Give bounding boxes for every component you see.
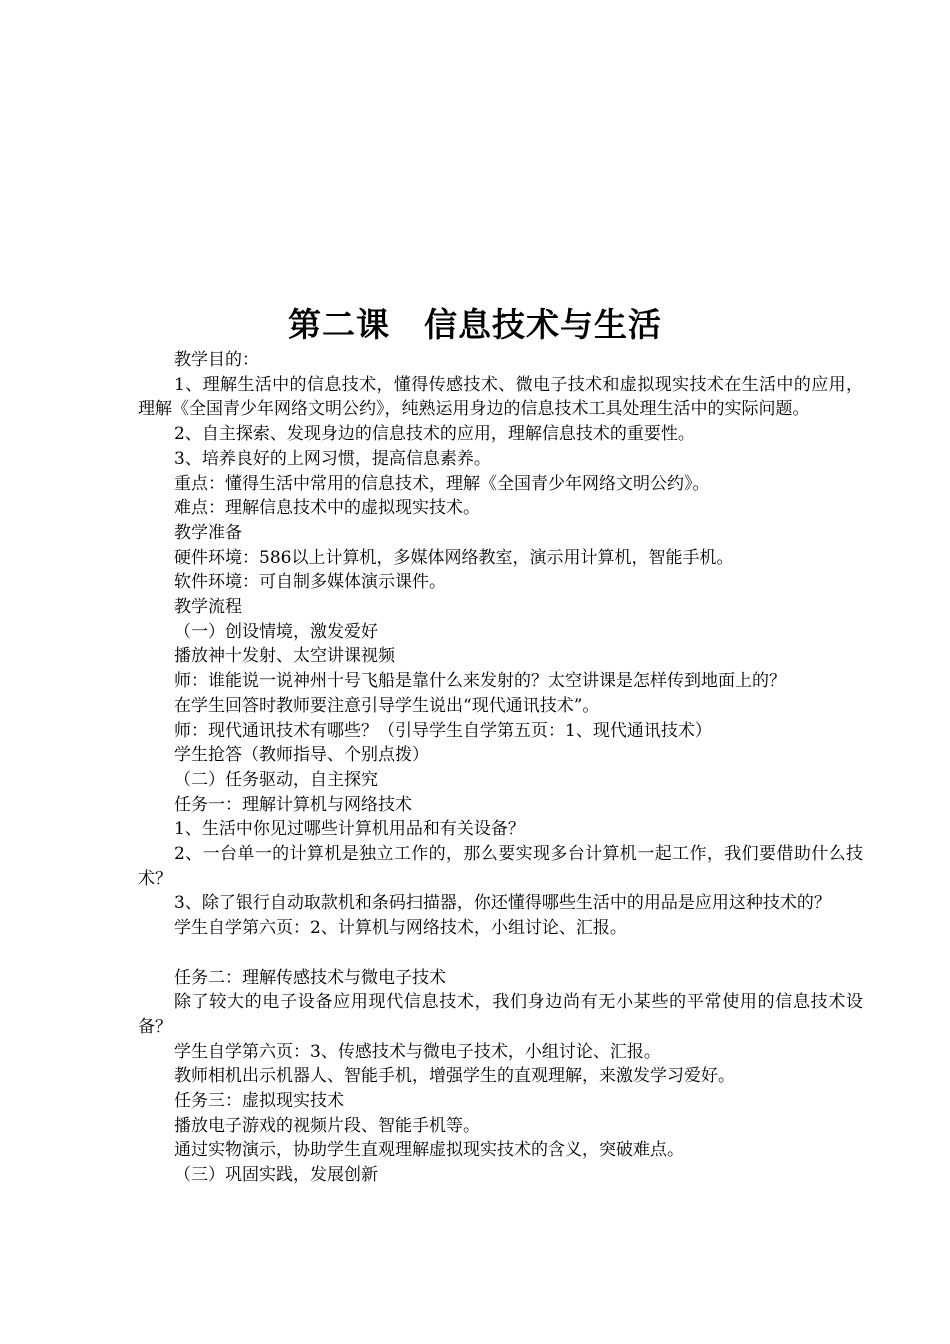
lesson-body [138,348,863,1188]
paragraph-task-1-q1: 1、生活中你见过哪些计算机用品和有关设备？ [174,819,525,840]
paragraph-section-3: （三）巩固实践，发展创新 [174,1165,378,1186]
paragraph-task-3-demo: 通过实物演示，协助学生直观理解虚拟现实技术的含义，突破难点。 [174,1140,684,1161]
paragraph-task-1-q2: 2、一台单一的计算机是独立工作的，那么要实现多台计算机一起工作，我们要借助什么技术？ [138,844,863,889]
paragraph-task-1: 任务一：理解计算机与网络技术 [174,794,412,815]
paragraph-task-2-study: 学生自学第六页：3、传感技术与微电子技术，小组讨论、汇报。 [174,1041,661,1062]
paragraph-teacher-question-1: 师：谁能说一说神州十号飞船是靠什么来发射的？太空讲课是怎样传到地面上的？ [174,671,786,692]
paragraph-task-3: 任务三：虚拟现实技术 [174,1091,344,1112]
paragraph-software: 软件环境：可自制多媒体演示课件。 [174,572,446,593]
paragraph-students-answer: 学生抢答（教师指导、个别点拨） [174,745,429,766]
blank-line [138,941,863,966]
paragraph-section-1: （一）创设情境，激发爱好 [174,621,378,642]
paragraph-process-heading: 教学流程 [174,597,242,618]
lesson-title: 第二课 信息技术与生活 [288,305,662,344]
paragraph-objective-2: 2、自主探索、发现身边的信息技术的应用，理解信息技术的重要性。 [174,424,695,445]
paragraph-objectives-heading: 教学目的： [174,350,259,370]
paragraph-task-2: 任务二：理解传感技术与微电子技术 [174,967,446,988]
paragraph-preparation-heading: 教学准备 [174,522,242,543]
paragraph-key-point: 重点：懂得生活中常用的信息技术，理解《全国青少年网络文明公约》。 [174,473,710,494]
paragraph-task-1-study: 学生自学第六页：2、计算机与网络技术，小组讨论、汇报。 [174,918,627,939]
paragraph-difficulty: 难点：理解信息技术中的虚拟现实技术。 [174,498,480,519]
paragraph-objective-1: 1、理解生活中的信息技术，懂得传感技术、微电子技术和虚拟现实技术在生活中的应用，理解《全国青少年网络文明公约》，纯熟运用身边的信息技术工具处理生活中的实际问题。 [138,374,863,420]
paragraph-task-2-demo: 教师相机出示机器人、智能手机，增强学生的直观理解，来激发学习爱好。 [174,1066,735,1087]
paragraph-objective-3: 3、培养良好的上网习惯，提高信息素养。 [174,448,491,469]
paragraph-hardware: 硬件环境：586以上计算机，多媒体网络教室，演示用计算机，智能手机。 [174,547,734,568]
paragraph-task-3-video: 播放电子游戏的视频片段、智能手机等。 [174,1115,480,1136]
paragraph-task-2-question: 除了较大的电子设备应用现代信息技术，我们身边尚有无小某些的平常使用的信息技术设备？ [138,992,863,1037]
paragraph-teacher-question-2: 师：现代通讯技术有哪些？（引导学生自学第五页：1、现代通讯技术） [174,720,712,741]
paragraph-guidance: 在学生回答时教师要注意引导学生说出“现代通讯技术”。 [174,695,600,716]
paragraph-task-1-q3: 3、除了银行自动取款机和条码扫描器，你还懂得哪些生活中的用品是应用这种技术的？ [174,893,831,914]
paragraph-section-2: （二）任务驱动，自主探究 [174,769,378,790]
paragraph-video: 播放神十发射、太空讲课视频 [174,646,395,667]
